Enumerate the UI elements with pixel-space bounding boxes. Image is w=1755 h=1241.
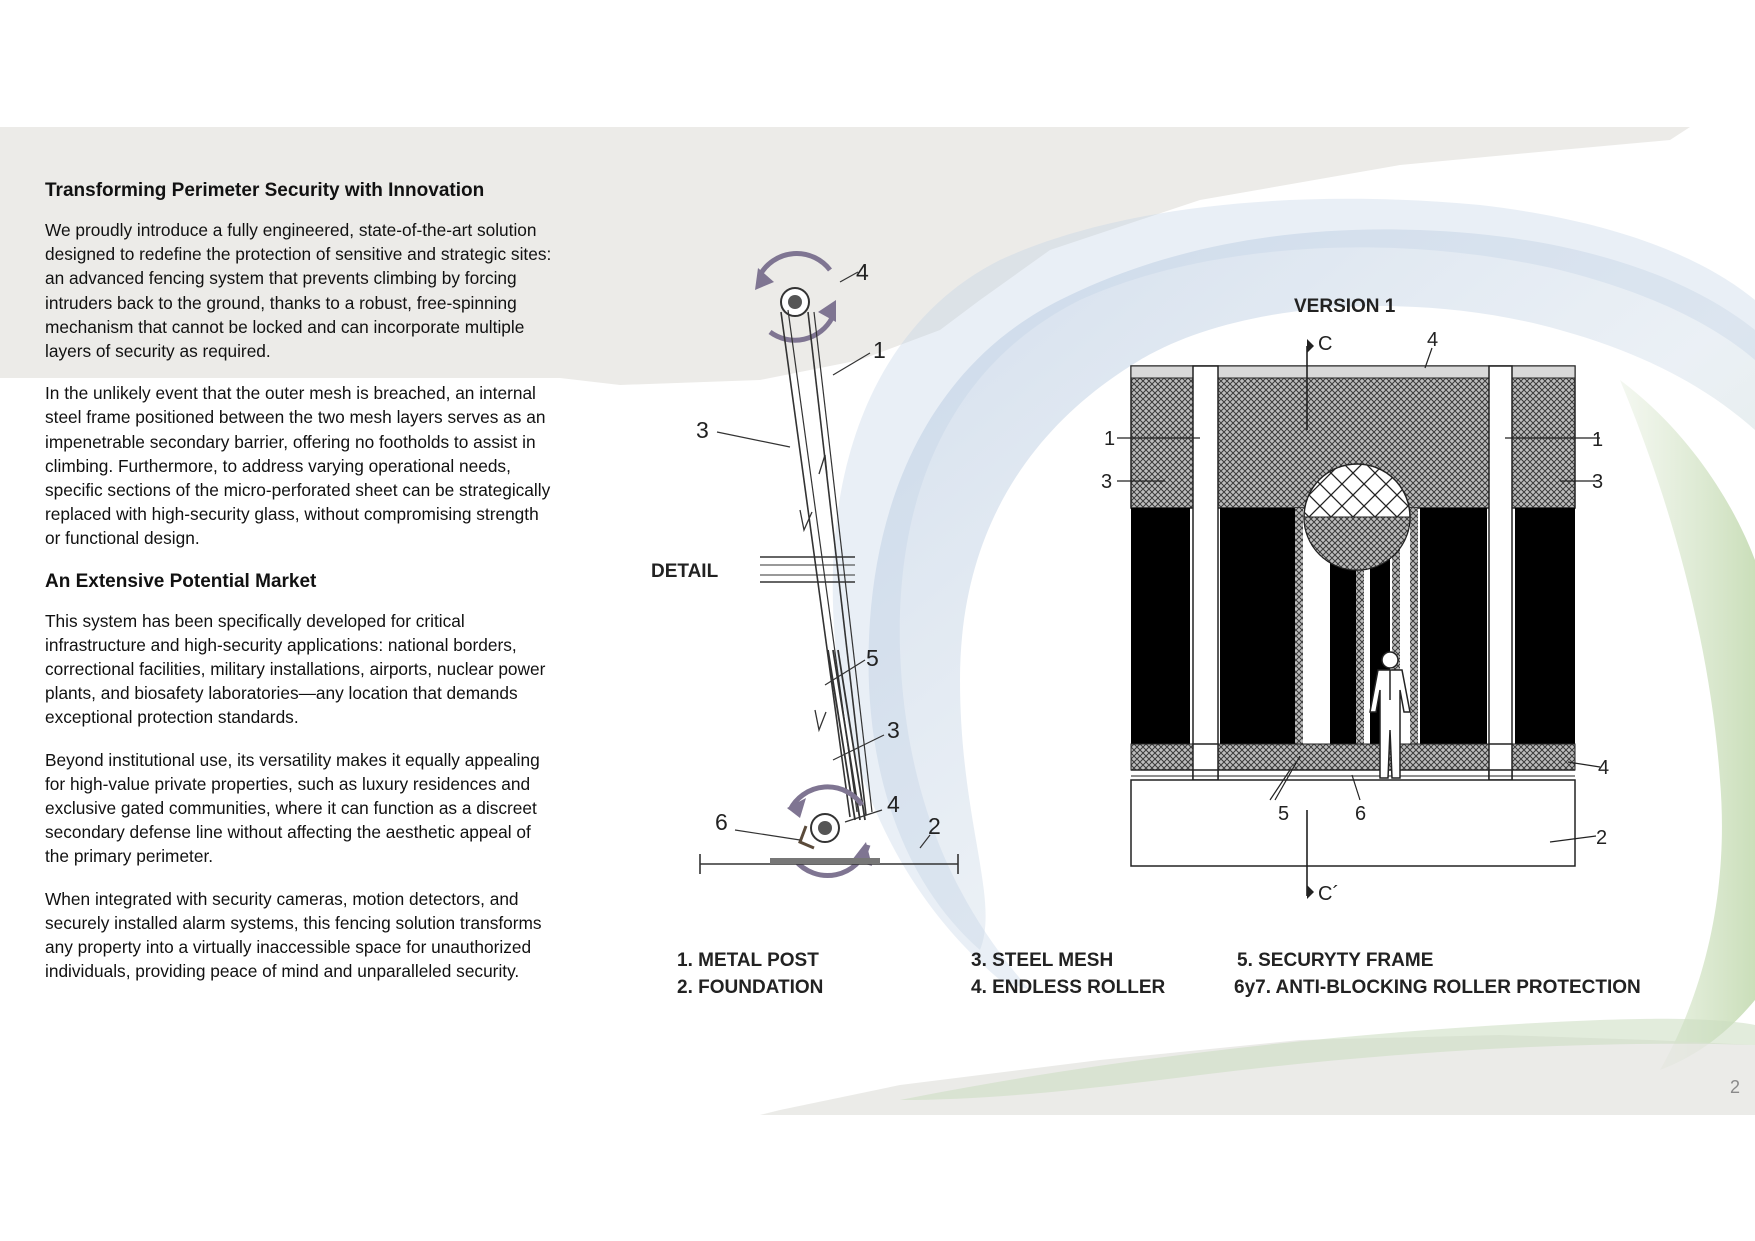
legend-item-anti-blocking: 6y7. ANTI-BLOCKING ROLLER PROTECTION bbox=[1234, 977, 1641, 998]
legend-item-steel-mesh: 3. STEEL MESH bbox=[971, 950, 1114, 971]
callout-5-v1: 5 bbox=[1278, 803, 1290, 825]
paragraph-market-critical: This system has been specifically developed for critical infrastructure and high-security applications: national borders, correctional facilities, military installations, airports, nuclear power plants, and biosafety laboratories—any location that demands exceptional protection standards. bbox=[45, 610, 546, 728]
callout-2-v1: 2 bbox=[1596, 827, 1608, 849]
callout-5-detail: 5 bbox=[866, 645, 879, 671]
paragraph-steel-frame: In the unlikely event that the outer mesh is breached, an internal steel frame positioned between the two mesh layers serves as an impenetrable secondary barrier, offering no footholds to assist in climbing. Furthermore, to address varying operational needs, specific sections of the micro-perforated sheet can be strategically replaced with high-security glass, without compromising strength or functional design. bbox=[45, 383, 551, 549]
callout-4-top: 4 bbox=[856, 259, 869, 285]
legend-item-security-frame: 5. SECURYTY FRAME bbox=[1237, 950, 1434, 971]
metal-post-right bbox=[1489, 366, 1512, 780]
top-roller-rotation-arrow bbox=[760, 254, 830, 275]
callout-6-detail: 6 bbox=[715, 809, 728, 835]
detail-label: DETAIL bbox=[651, 561, 719, 582]
callout-3-detail-top: 3 bbox=[696, 417, 709, 443]
callout-1-v1-left: 1 bbox=[1104, 428, 1116, 450]
callout-4-bottom: 4 bbox=[887, 791, 900, 817]
section-heading-market: An Extensive Potential Market bbox=[45, 570, 317, 592]
detail-side-view bbox=[700, 254, 958, 876]
legend-item-endless-roller: 4. ENDLESS ROLLER bbox=[971, 977, 1166, 998]
legend-item-foundation: 2. FOUNDATION bbox=[677, 977, 824, 998]
version-label: VERSION 1 bbox=[1294, 296, 1396, 317]
page-number: 2 bbox=[1729, 1077, 1740, 1097]
metal-post-left bbox=[1193, 366, 1218, 780]
detail-callouts bbox=[651, 259, 941, 839]
callout-3-detail-bottom: 3 bbox=[887, 717, 900, 743]
callout-6-v1: 6 bbox=[1355, 803, 1367, 825]
callout-3-v1-left: 3 bbox=[1101, 471, 1113, 493]
callout-1-detail: 1 bbox=[873, 337, 886, 363]
security-frame-right bbox=[1410, 508, 1418, 744]
paragraph-market-private: Beyond institutional use, its versatility makes it equally appealing for high-value private properties, such as luxury residences and exclusive gated communities, where it can function as a discreet secondary defense line without affecting the aesthetic appeal of the primary perimeter. bbox=[45, 749, 540, 867]
legend-item-metal-post: 1. METAL POST bbox=[677, 950, 819, 971]
paragraph-intro: We proudly introduce a fully engineered, state-of-the-art solution designed to redefine the protection of sensitive and strategic sites: an advanced fencing system that prevents climbing by forcing intruders back to the ground, thanks to a robust, free-spinning mechanism that cannot be locked and can incorporate multiple layers of security as required. bbox=[45, 220, 552, 362]
figure-legend bbox=[677, 950, 1641, 998]
callout-4-v1-top: 4 bbox=[1427, 329, 1439, 351]
callout-3-v1-right: 3 bbox=[1592, 471, 1604, 493]
callout-1-v1-right: 1 bbox=[1592, 429, 1604, 451]
foundation bbox=[1131, 780, 1575, 866]
paragraph-integration: When integrated with security cameras, motion detectors, and securely installed alarm systems, this fencing solution transforms any property into a virtually inaccessible space for unauthorized individuals, providing peace of mind and unparalleled security. bbox=[45, 888, 542, 982]
security-frame-left bbox=[1295, 508, 1303, 744]
section-mark-c-prime: C´ bbox=[1318, 883, 1340, 905]
callout-2-detail: 2 bbox=[928, 813, 941, 839]
callout-4-v1-bottom: 4 bbox=[1598, 757, 1610, 779]
section-mark-c: C bbox=[1318, 333, 1333, 355]
section-heading-innovation: Transforming Perimeter Security with Innovation bbox=[45, 180, 485, 201]
